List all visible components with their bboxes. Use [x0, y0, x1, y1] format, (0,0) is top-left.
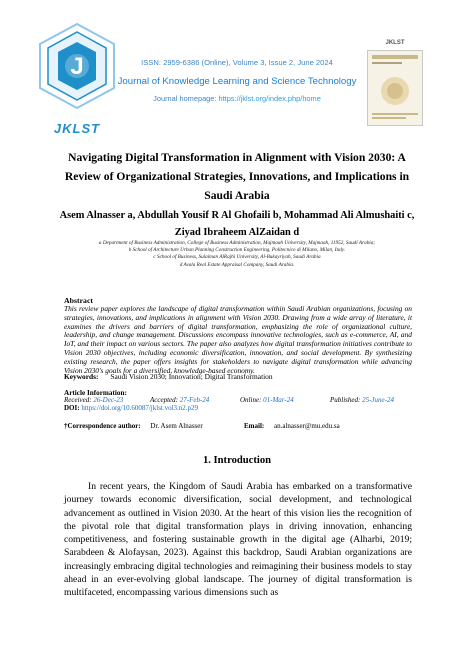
section-heading-introduction: 1. Introduction	[202, 455, 272, 466]
issn-line: ISSN: 2959-6386 (Online), Volume 3, Issue 2, June 2024	[141, 58, 333, 67]
keywords-label: Keywords:	[64, 372, 99, 381]
homepage-label: Journal homepage:	[153, 94, 217, 103]
journal-homepage	[120, 94, 354, 103]
affiliations	[36, 240, 438, 269]
journal-name: Journal of Knowledge Learning and Science Technology	[117, 76, 357, 87]
affiliation-b: b School of Architecture Urban Planning Construction Engineering, Politecnico di Milano, Milan, Italy.	[128, 247, 346, 254]
email-address[interactable]: an.alnasser@mu.edu.sa	[273, 422, 340, 430]
journal-cover-image	[367, 50, 423, 126]
doi-link[interactable]: https://doi.org/10.60087/jklst.vol3.n2.p29	[81, 404, 199, 412]
doi: DOI: https://doi.org/10.60087/jklst.vol3.n2.p29	[64, 404, 199, 412]
abstract-text: This review paper explores the landscape of digital transformation within Saudi Arabian organizations, focusing on strategies, innovations, and implications in alignment with Vision 2030. Drawing from a wide array of literature, it examines the drivers and barriers of digital transformation, emphasizing the role of organizational culture, leadership, and change management. Discussions encompass innovative technologies, such as e-commerce, AI, and IoT, and their impact on various sectors. The paper also analyzes how digital transformation initiatives contribute to Vision 2030 objectives, including economic diversification, innovation, and social development. By synthesizing existing research, the paper offers insights for stakeholders to navigate digital transformation while advancing Vision 2030's goals for a diversified, knowledge-based economy.	[64, 304, 412, 375]
introduction-paragraph: In recent years, the Kingdom of Saudi Arabia has embarked on a transformative journey towards economic diversification, social development, and technological advancement as outlined in Vision 2030. At the heart of this vision lies the recognition of the pivotal role that digital transformation plays in driving innovation, enhancing competitiveness, and fostering sustainable growth in the digital age (Alharbi, 2019; Sarabdeen & Alofaysan, 2023). Against this backdrop, Saudi Arabian organizations are increasingly embracing digital technologies and reimagining their business models to stay ahead in an ever-evolving global landscape. The journey of digital transformation is multifaceted, encompassing various dimensions such as	[64, 481, 412, 599]
online-date: Online: 01-Mar-24	[240, 396, 294, 404]
received-date: Received: 26-Dec-23	[64, 396, 124, 404]
paper-title: Navigating Digital Transformation in Alignment with Vision 2030: A Review of Organizational Strategies, Innovations, and Implications in Saudi Arabia	[64, 151, 410, 202]
affiliation-c: c School of Business, Sulaiman AlRajhi University, Al-Bukayriyah, Saudi Arabia	[153, 254, 321, 261]
affiliation-d: d Avala Real Estate Appraisal Company, Saudi Arabia.	[179, 261, 295, 268]
affiliation-a: a Department of Business Administration, College of Business Administration, Majmaah University, Majmaah, 11952, Saudi Arabia;	[98, 240, 376, 246]
journal-logo	[36, 22, 118, 120]
homepage-link[interactable]: https://jklst.org/index.php/home	[218, 94, 321, 103]
correspondence-author	[64, 422, 203, 430]
correspondence-label: †Correspondence author:	[64, 422, 141, 430]
correspondence-name: Dr. Asem Alnasser	[150, 422, 203, 430]
correspondence-email	[244, 422, 340, 430]
accepted-date: Accepted: 27-Feb-24	[150, 396, 210, 404]
article-info-heading: Article Information:	[64, 389, 127, 397]
abstract-heading: Abstract	[64, 296, 94, 305]
email-label: Email:	[244, 422, 265, 430]
published-date: Published: 25-June-24	[330, 396, 394, 404]
svg-text:J: J	[70, 53, 84, 80]
authors-line-2: Ziyad Ibraheem AlZaidan d	[174, 227, 300, 238]
keywords	[64, 372, 273, 381]
logo-wordmark: JKLST	[53, 121, 101, 136]
keywords-value: Saudi Vision 2030; Innovation; Digital Transformation	[110, 372, 273, 381]
author-list	[36, 207, 438, 241]
authors-line-1: Asem Alnasser a, Abdullah Yousif R Al Ghofaili b, Mohammad Ali Almushaiti c,	[59, 210, 415, 221]
cover-label: JKLST	[385, 40, 405, 46]
